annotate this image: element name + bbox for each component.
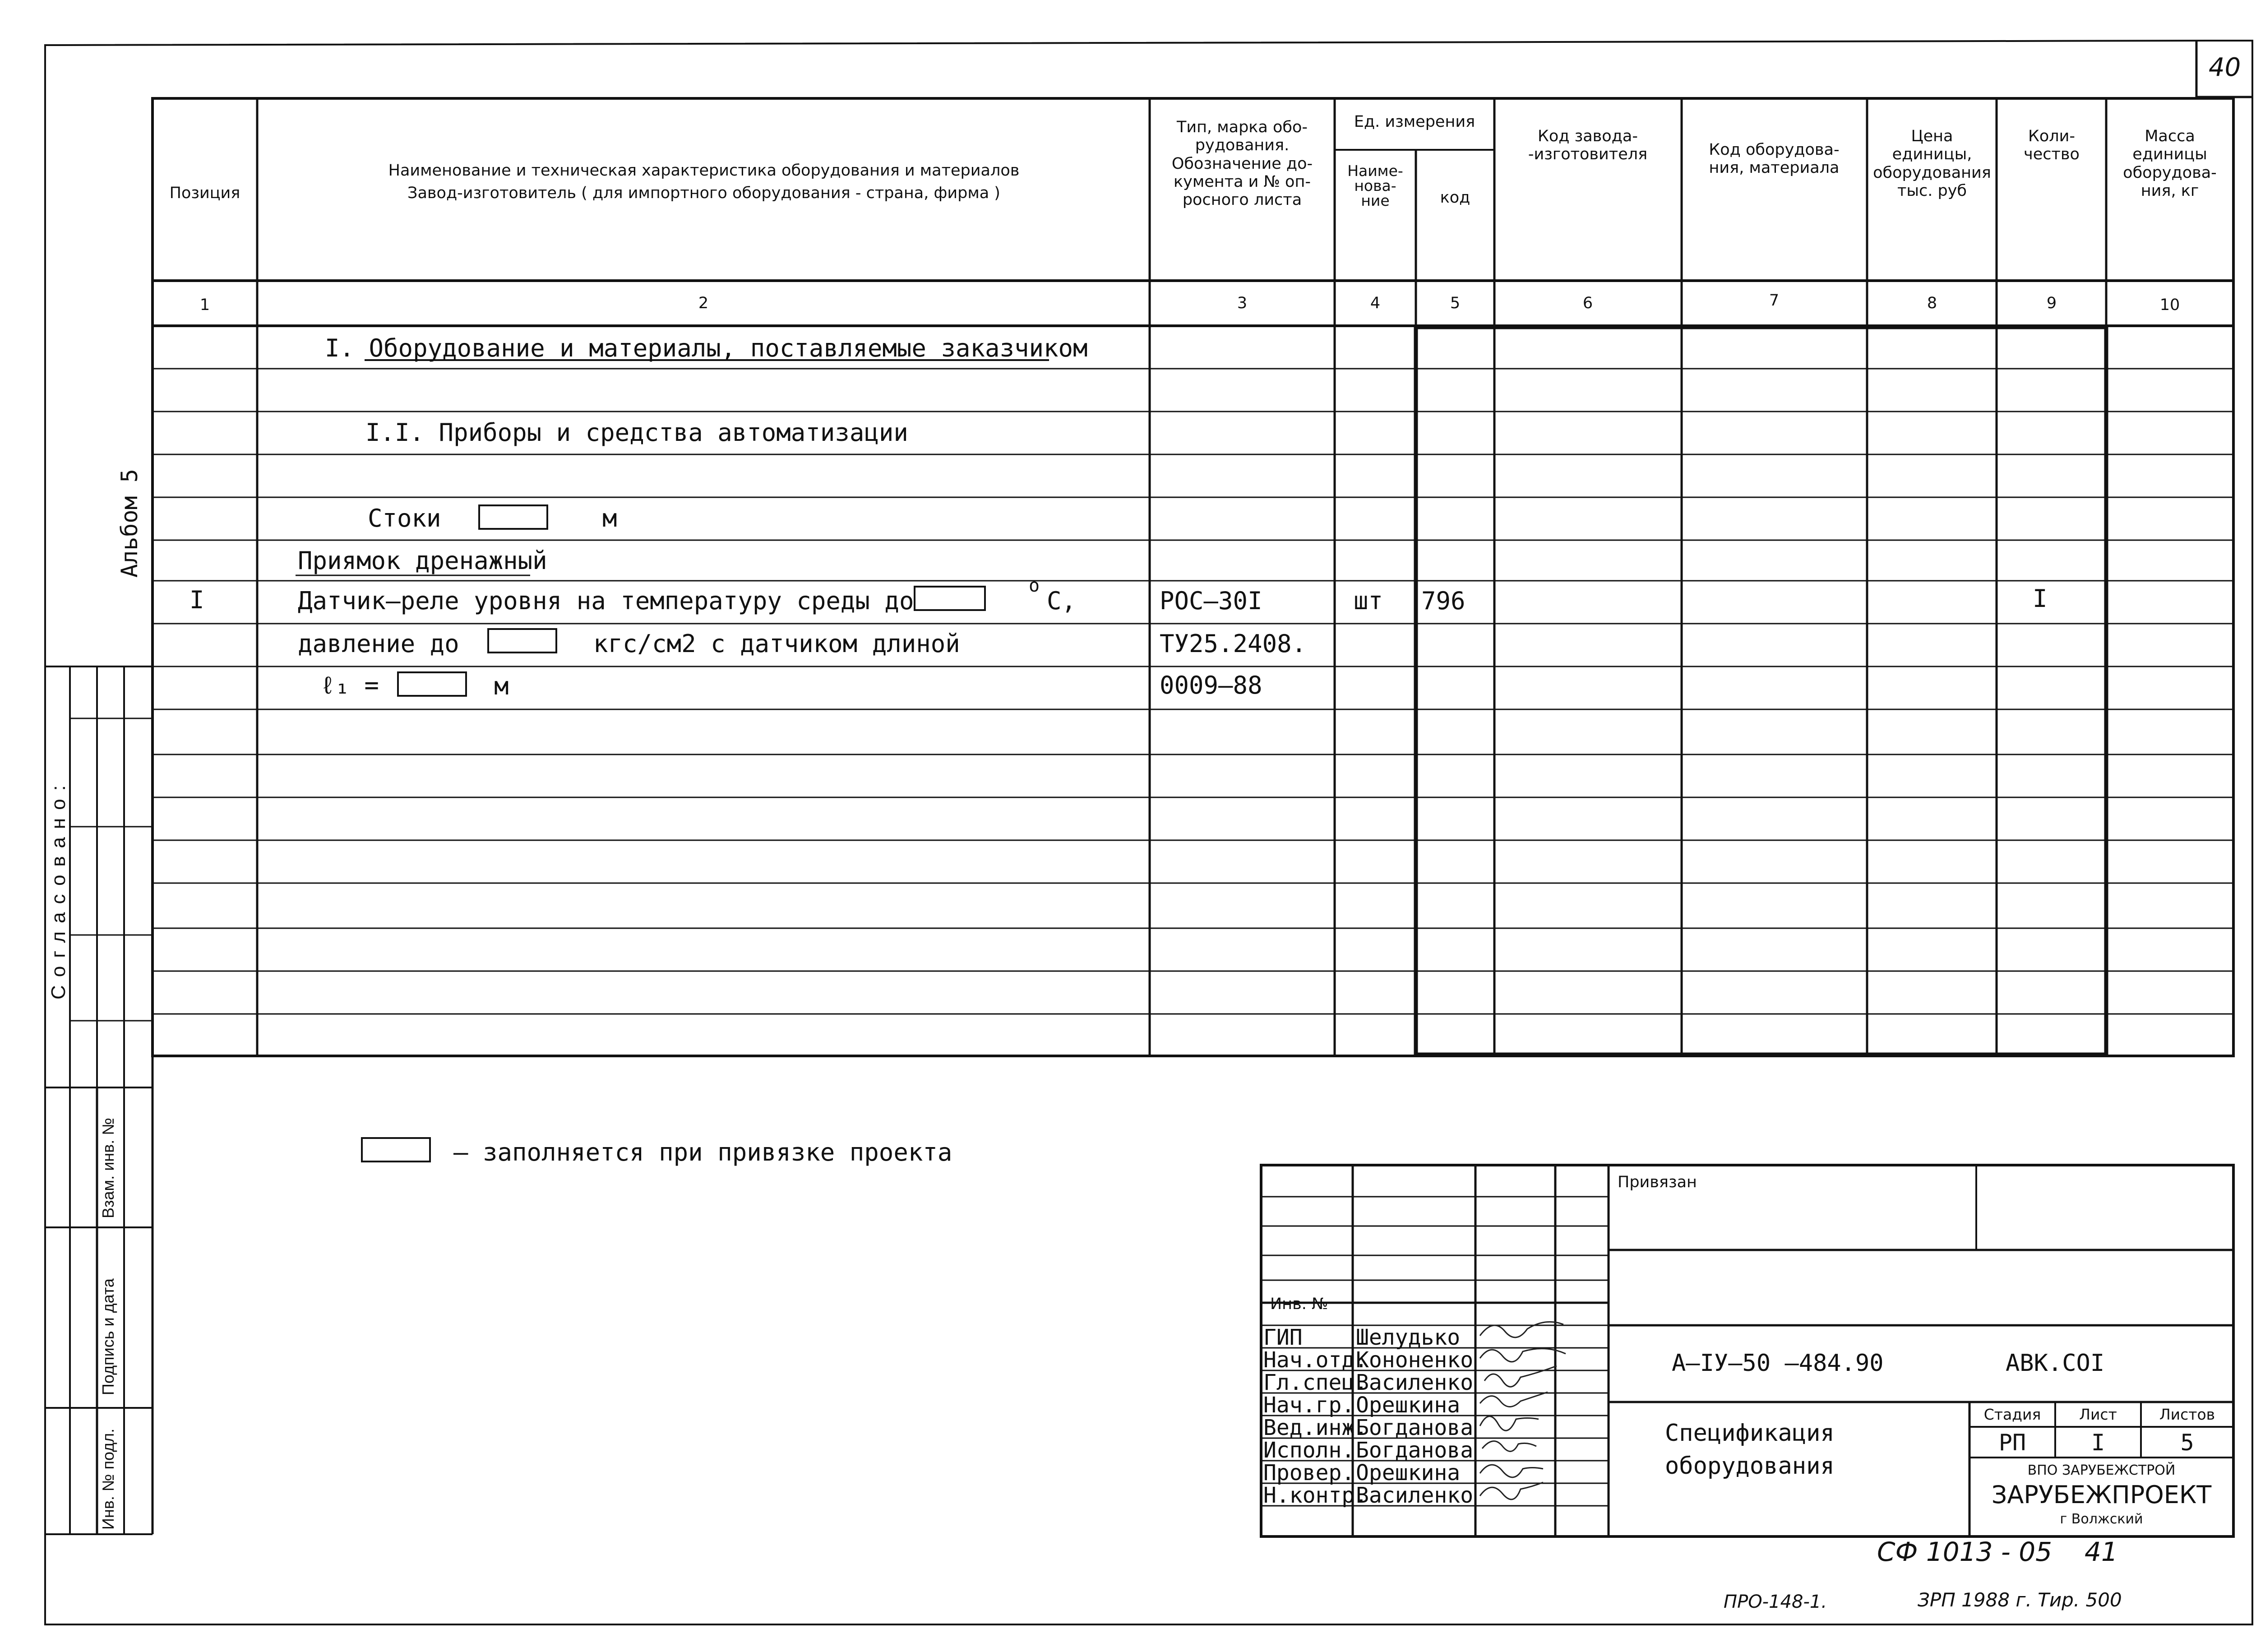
role: Провер. <box>1263 1460 1355 1485</box>
subsection-heading: I.I. Приборы и средства автоматизации <box>365 418 908 447</box>
fill-in-box <box>487 628 557 653</box>
stage-label: Стадия <box>1983 1406 2041 1423</box>
col-number: 8 <box>1927 294 1937 312</box>
header-units: Ед. измерения <box>1354 113 1475 131</box>
header-mass: Масса единицы оборудова- ния, кг <box>2123 127 2217 200</box>
agreed-label: Согласовано: <box>47 777 69 1000</box>
role: Вед.инж. <box>1263 1415 1368 1440</box>
sheet-label: Лист <box>2079 1406 2117 1423</box>
role: Гл.спец. <box>1263 1370 1368 1395</box>
col-number: 4 <box>1370 294 1381 312</box>
doc-title-line1: Спецификация <box>1665 1420 1835 1447</box>
org-line3: г Волжский <box>2060 1511 2143 1527</box>
quantity-value: I <box>2033 584 2048 613</box>
header-name-line2: Завод-изготовитель ( для импортного оборудования - страна, фирма ) <box>407 184 1000 202</box>
header-name-line1: Наименование и техническая характеристика оборудования и материалов <box>388 162 1020 180</box>
person-name: Кононенко <box>1356 1347 1474 1373</box>
header-price: Цена единицы, оборудования тыс. руб <box>1873 127 1991 200</box>
person-name: Орешкина <box>1356 1393 1461 1418</box>
role: Нач.гр. <box>1263 1393 1355 1418</box>
sheets-value: 5 <box>2180 1430 2194 1456</box>
sheet-value: I <box>2091 1430 2105 1456</box>
role: Н.контр. <box>1263 1483 1368 1508</box>
col-number: 10 <box>2159 296 2180 314</box>
header-type: Тип, марка обо- рудования. Обозначение до- кумента и № оп- росного листа <box>1171 118 1313 209</box>
org-line1: ВПО ЗАРУБЕЖСТРОЙ <box>2027 1462 2176 1478</box>
col-number: 9 <box>2046 294 2057 312</box>
header-position: Позиция <box>169 184 240 202</box>
role: ГИП <box>1263 1325 1303 1350</box>
person-name: Шелудько <box>1356 1325 1461 1350</box>
col-number: 5 <box>1450 294 1461 312</box>
section-heading: I. Оборудование и материалы, поставляемые заказчиком <box>325 334 1088 362</box>
role: Нач.отд. <box>1263 1347 1368 1373</box>
stoki-label: Стоки <box>368 504 441 532</box>
stamp-left: ПРО-148-1. <box>1724 1592 1827 1612</box>
signature-date-label: Подпись и дата <box>99 1278 117 1395</box>
degree-sign: о <box>1029 575 1040 596</box>
header-quantity: Коли- чество <box>2024 127 2080 164</box>
role: Исполн. <box>1263 1438 1355 1463</box>
col-number: 3 <box>1237 294 1248 312</box>
fill-in-box <box>914 586 986 611</box>
doc-title-line2: оборудования <box>1665 1453 1835 1480</box>
inv-podl-label: Инв. № подл. <box>99 1428 117 1530</box>
album-label: Альбом 5 <box>116 469 143 578</box>
celsius-label: С, <box>1047 587 1077 615</box>
stamp-right: ЗРП 1988 г. Тир. 500 <box>1918 1589 2122 1611</box>
handwritten-number: 41 <box>2085 1536 2118 1567</box>
fill-in-box <box>478 504 548 530</box>
type-line2: ТУ25.2408. <box>1160 629 1307 658</box>
length-label: ℓ₁ = <box>320 671 379 699</box>
stage-value: РП <box>1998 1430 2026 1456</box>
header-equipment-code: Код оборудова- ния, материала <box>1709 141 1840 177</box>
type-line1: РОС–30I <box>1160 587 1262 615</box>
inv-no-label: Инв. № <box>1270 1295 1328 1313</box>
vzam-label: Взам. инв. № <box>99 1117 117 1218</box>
person-name: Богданова <box>1356 1415 1474 1440</box>
col-number: 1 <box>199 296 210 314</box>
unit-name: шт <box>1354 587 1383 615</box>
item-description-line2a: давление до <box>298 629 459 658</box>
unit-code: 796 <box>1421 587 1465 615</box>
legend-text: – заполняется при привязке проекта <box>453 1138 952 1166</box>
position-value: I <box>190 586 204 614</box>
org-line2: ЗАРУБЕЖПРОЕКТ <box>1991 1481 2212 1509</box>
header-unit-code: код <box>1440 189 1470 207</box>
person-name: Василенко <box>1356 1370 1474 1395</box>
document-mark: АВК.СОI <box>2006 1350 2105 1377</box>
fill-in-box <box>397 671 467 697</box>
type-line3: 0009–88 <box>1160 671 1262 699</box>
sheet-number: 40 <box>2209 53 2241 82</box>
document-code: А–IУ–50 –484.90 <box>1672 1350 1884 1377</box>
person-name: Орешкина <box>1356 1460 1461 1485</box>
header-unit-name: Наиме- нова- ние <box>1347 162 1403 209</box>
person-name: Богданова <box>1356 1438 1474 1463</box>
length-unit: м <box>494 672 509 700</box>
item-description-line2b: кгс/см2 с датчиком длиной <box>593 629 960 658</box>
priyamok-label: Приямок дренажный <box>298 546 547 575</box>
item-description-line1: Датчик–реле уровня на температуру среды до <box>298 587 914 615</box>
legend-box <box>361 1137 431 1162</box>
person-name: Василенко <box>1356 1483 1474 1508</box>
col-number: 2 <box>698 294 709 312</box>
header-manufacturer-code: Код завода- -изготовителя <box>1528 127 1648 164</box>
privyazan-label: Привязан <box>1618 1173 1697 1191</box>
col-number: 7 <box>1769 292 1780 310</box>
col-number: 6 <box>1582 294 1593 312</box>
stoki-unit: м <box>602 504 617 532</box>
handwritten-code: СФ 1013 - 05 <box>1877 1536 2053 1567</box>
sheets-label: Листов <box>2159 1406 2215 1423</box>
